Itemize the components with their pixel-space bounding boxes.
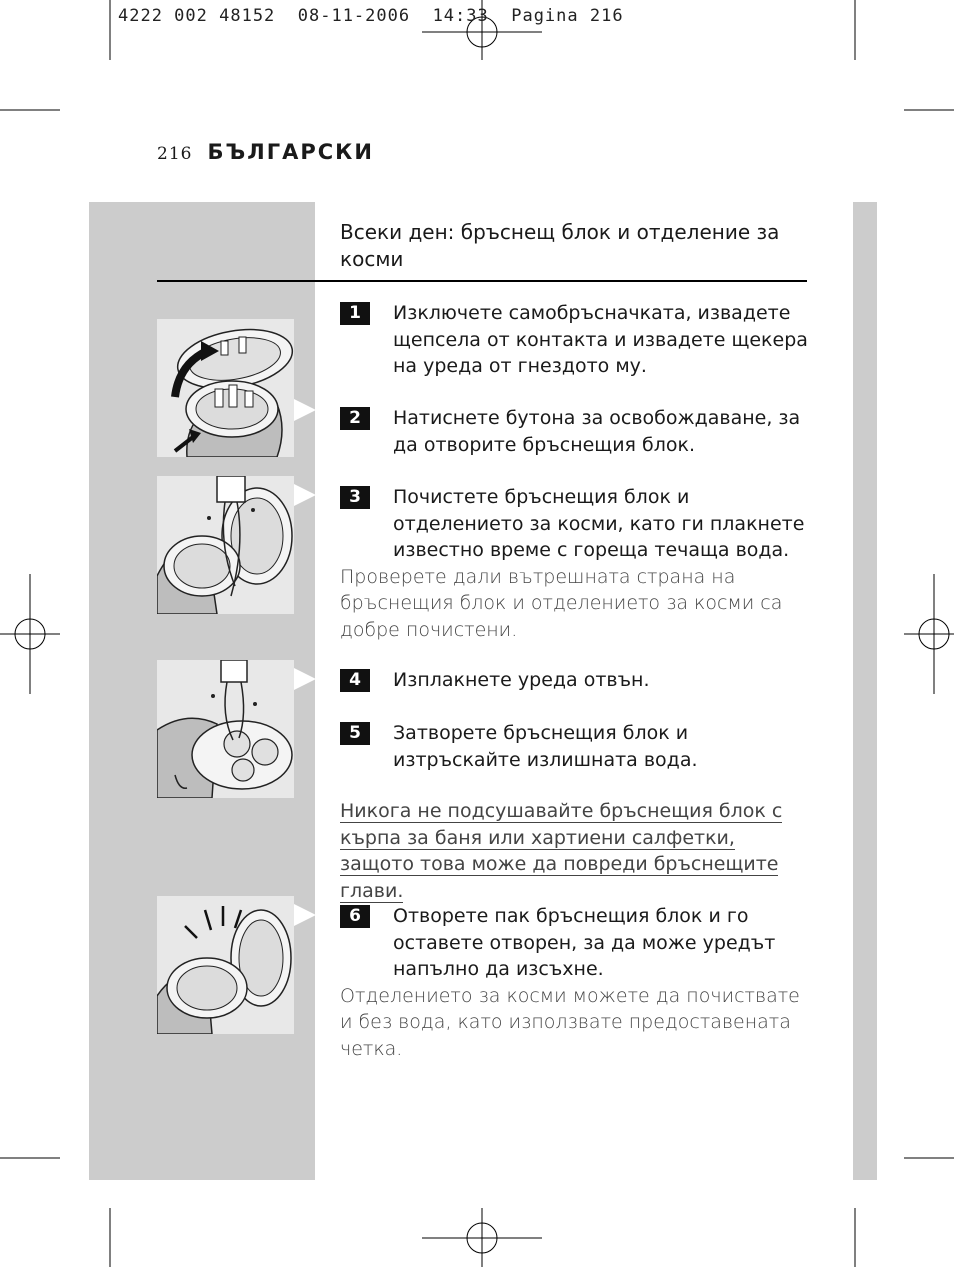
page-header	[157, 140, 374, 164]
warning-note	[340, 798, 810, 904]
step-3	[340, 484, 810, 643]
illustration-open-shaver	[157, 319, 294, 457]
step-5	[340, 720, 810, 773]
step-number-badge: 4	[340, 669, 370, 692]
step-instruction: Отворете пак бръснещия блок и го оставете отворен, за да може уредът напълно да изсъхне.	[393, 905, 776, 980]
step-1	[340, 300, 810, 380]
section-rule	[157, 280, 807, 282]
step-instruction: Натиснете бутона за освобождаване, за да отворите бръснещия блок.	[393, 407, 801, 456]
step-note: Проверете дали вътрешната страна на бръснещия блок и отделението за косми са добре почистени.	[340, 565, 783, 641]
step-number-badge: 6	[340, 905, 370, 928]
step-number-badge: 1	[340, 302, 370, 325]
illustration-open-dry	[157, 896, 294, 1034]
step-4	[340, 667, 810, 694]
step-instruction: Затворете бръснещия блок и изтръскайте излишната вода.	[393, 722, 698, 771]
step-instruction: Почистете бръснещия блок и отделението за косми, като ги плакнете известно време с гореща течаща вода.	[393, 486, 805, 561]
step-number-badge: 3	[340, 486, 370, 509]
callout-notch-3	[294, 668, 316, 690]
shaver-open-release-icon	[157, 319, 294, 457]
step-instruction: Изключете самобръсначката, извадете щепсела от контакта и извадете щекера на уреда от гнездото му.	[393, 302, 808, 377]
language-heading: БЪЛГАРСКИ	[207, 140, 374, 164]
section-title: Всеки ден: бръснещ блок и отделение за косми	[340, 220, 780, 271]
step-instruction: Изплакнете уреда отвън.	[393, 669, 650, 691]
shaver-rinse-closed-icon	[157, 660, 294, 798]
page-number: 216	[157, 144, 193, 164]
step-number-badge: 2	[340, 407, 370, 430]
illustration-rinse-open	[157, 476, 294, 614]
shaver-open-dry-icon	[157, 896, 294, 1034]
step-note: Отделението за косми можете да почиствате и без вода, като използвате предоставената четка.	[340, 984, 800, 1060]
step-6	[340, 903, 810, 1062]
print-slug: 4222 002 48152 08-11-2006 14:33 Pagina 216	[118, 6, 624, 26]
illustration-rinse-closed	[157, 660, 294, 798]
step-2	[340, 405, 810, 458]
callout-notch-1	[294, 399, 316, 421]
shaver-rinse-open-icon	[157, 476, 294, 614]
step-number-badge: 5	[340, 722, 370, 745]
callout-notch-2	[294, 484, 316, 506]
right-gray-band	[853, 202, 877, 1180]
callout-notch-4	[294, 904, 316, 926]
warning-text: Никога не подсушавайте бръснещия блок с кърпа за баня или хартиени салфетки, защото това може да повреди бръснещите глави.	[340, 800, 783, 902]
